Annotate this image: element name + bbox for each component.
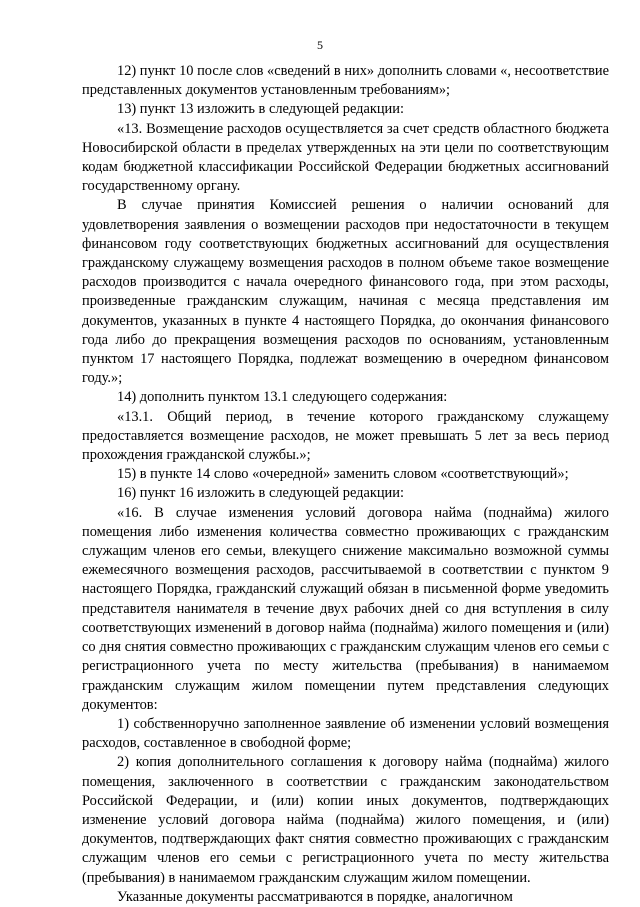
paragraph-clause-16: «16. В случае изменения условий договора найма (поднайма) жилого помещения либо изменения количества совместно проживающих с гражданским служащим членов его семьи, влекущего снижение максимально возможной суммы ежемесячного возмещения расходов, рассчитываемой в соответствии с пунктом 9 настоящего Порядка, гражданский служащий обязан в письменной форме уведомить представителя нанимателя в течение двух рабочих дней со дня вступления в силу соответствующих изменений в договор найма (поднайма) жилого помещения и (или) со дня снятия совместно проживающих с гражданским служащим членов его семьи с регистрационного учета по месту жительства (пребывания) в нанимаемом гражданским служащим жилом помещении путем представления следующих документов: xyxy=(82,504,609,713)
paragraph-item-13: 13) пункт 13 изложить в следующей редакции: xyxy=(117,101,404,118)
paragraph-subitem-2: 2) копия дополнительного соглашения к договору найма (поднайма) жилого помещения, заключенного в соответствии с гражданским законодательством Российской Федерации, и (или) копии иных документов, подтверждающих изменение условий договора найма (поднайма) жилого помещения, и (или) документов, подтверждающих факт снятия совместно проживающих с гражданским служащим членов его семьи с регистрационного учета по месту жительства (пребывания) в нанимаемом гражданским служащим жилом помещении. xyxy=(82,754,609,886)
paragraph-final: Указанные документы рассматриваются в порядке, аналогичном xyxy=(117,888,513,905)
page-number: 5 xyxy=(317,38,323,52)
paragraph-item-15: 15) в пункте 14 слово «очередной» заменить словом «соответствующий»; xyxy=(117,466,569,483)
paragraph-item-14: 14) дополнить пунктом 13.1 следующего содержания: xyxy=(117,389,448,406)
paragraph-item-12: 12) пункт 10 после слов «сведений в них» дополнить словами «, несоответствие представленных документов установленным требованиям»; xyxy=(82,63,609,99)
paragraph-clause-13-1: «13.1. Общий период, в течение которого гражданскому служащему предоставляется возмещение расходов, не может превышать 5 лет за весь период прохождения гражданской службы.»; xyxy=(82,408,609,464)
paragraph-subitem-1: 1) собственноручно заполненное заявление об изменении условий возмещения расходов, составленное в свободной форме; xyxy=(82,715,609,752)
paragraph-clause-13-part-2: В случае принятия Комиссией решения о наличии оснований для удовлетворения заявления о возмещении расходов при недостаточности в текущем финансовом году соответствующих бюджетных ассигнований для осуществления гражданскому служащему возмещения расходов в полном объеме такое возмещение расходов производится с начала очередного финансового года, при этом расходы, произведенные гражданским служащим, начиная с месяца представления им документов, указанных в пункте 4 настоящего Порядка, до окончания финансового года либо до прекращения возмещения расходов по основаниям, установленным пунктом 17 настоящего Порядка, подлежат возмещению в очередном финансовом году.»; xyxy=(82,197,609,387)
document-body xyxy=(82,62,609,907)
paragraph-clause-13: «13. Возмещение расходов осуществляется за счет средств областного бюджета Новосибирской области в пределах утвержденных на эти цели по соответствующим кодам бюджетной классификации Российской Федерации бюджетных ассигнований государственному органу. xyxy=(82,120,609,195)
paragraph-item-16: 16) пункт 16 изложить в следующей редакции: xyxy=(117,485,404,502)
